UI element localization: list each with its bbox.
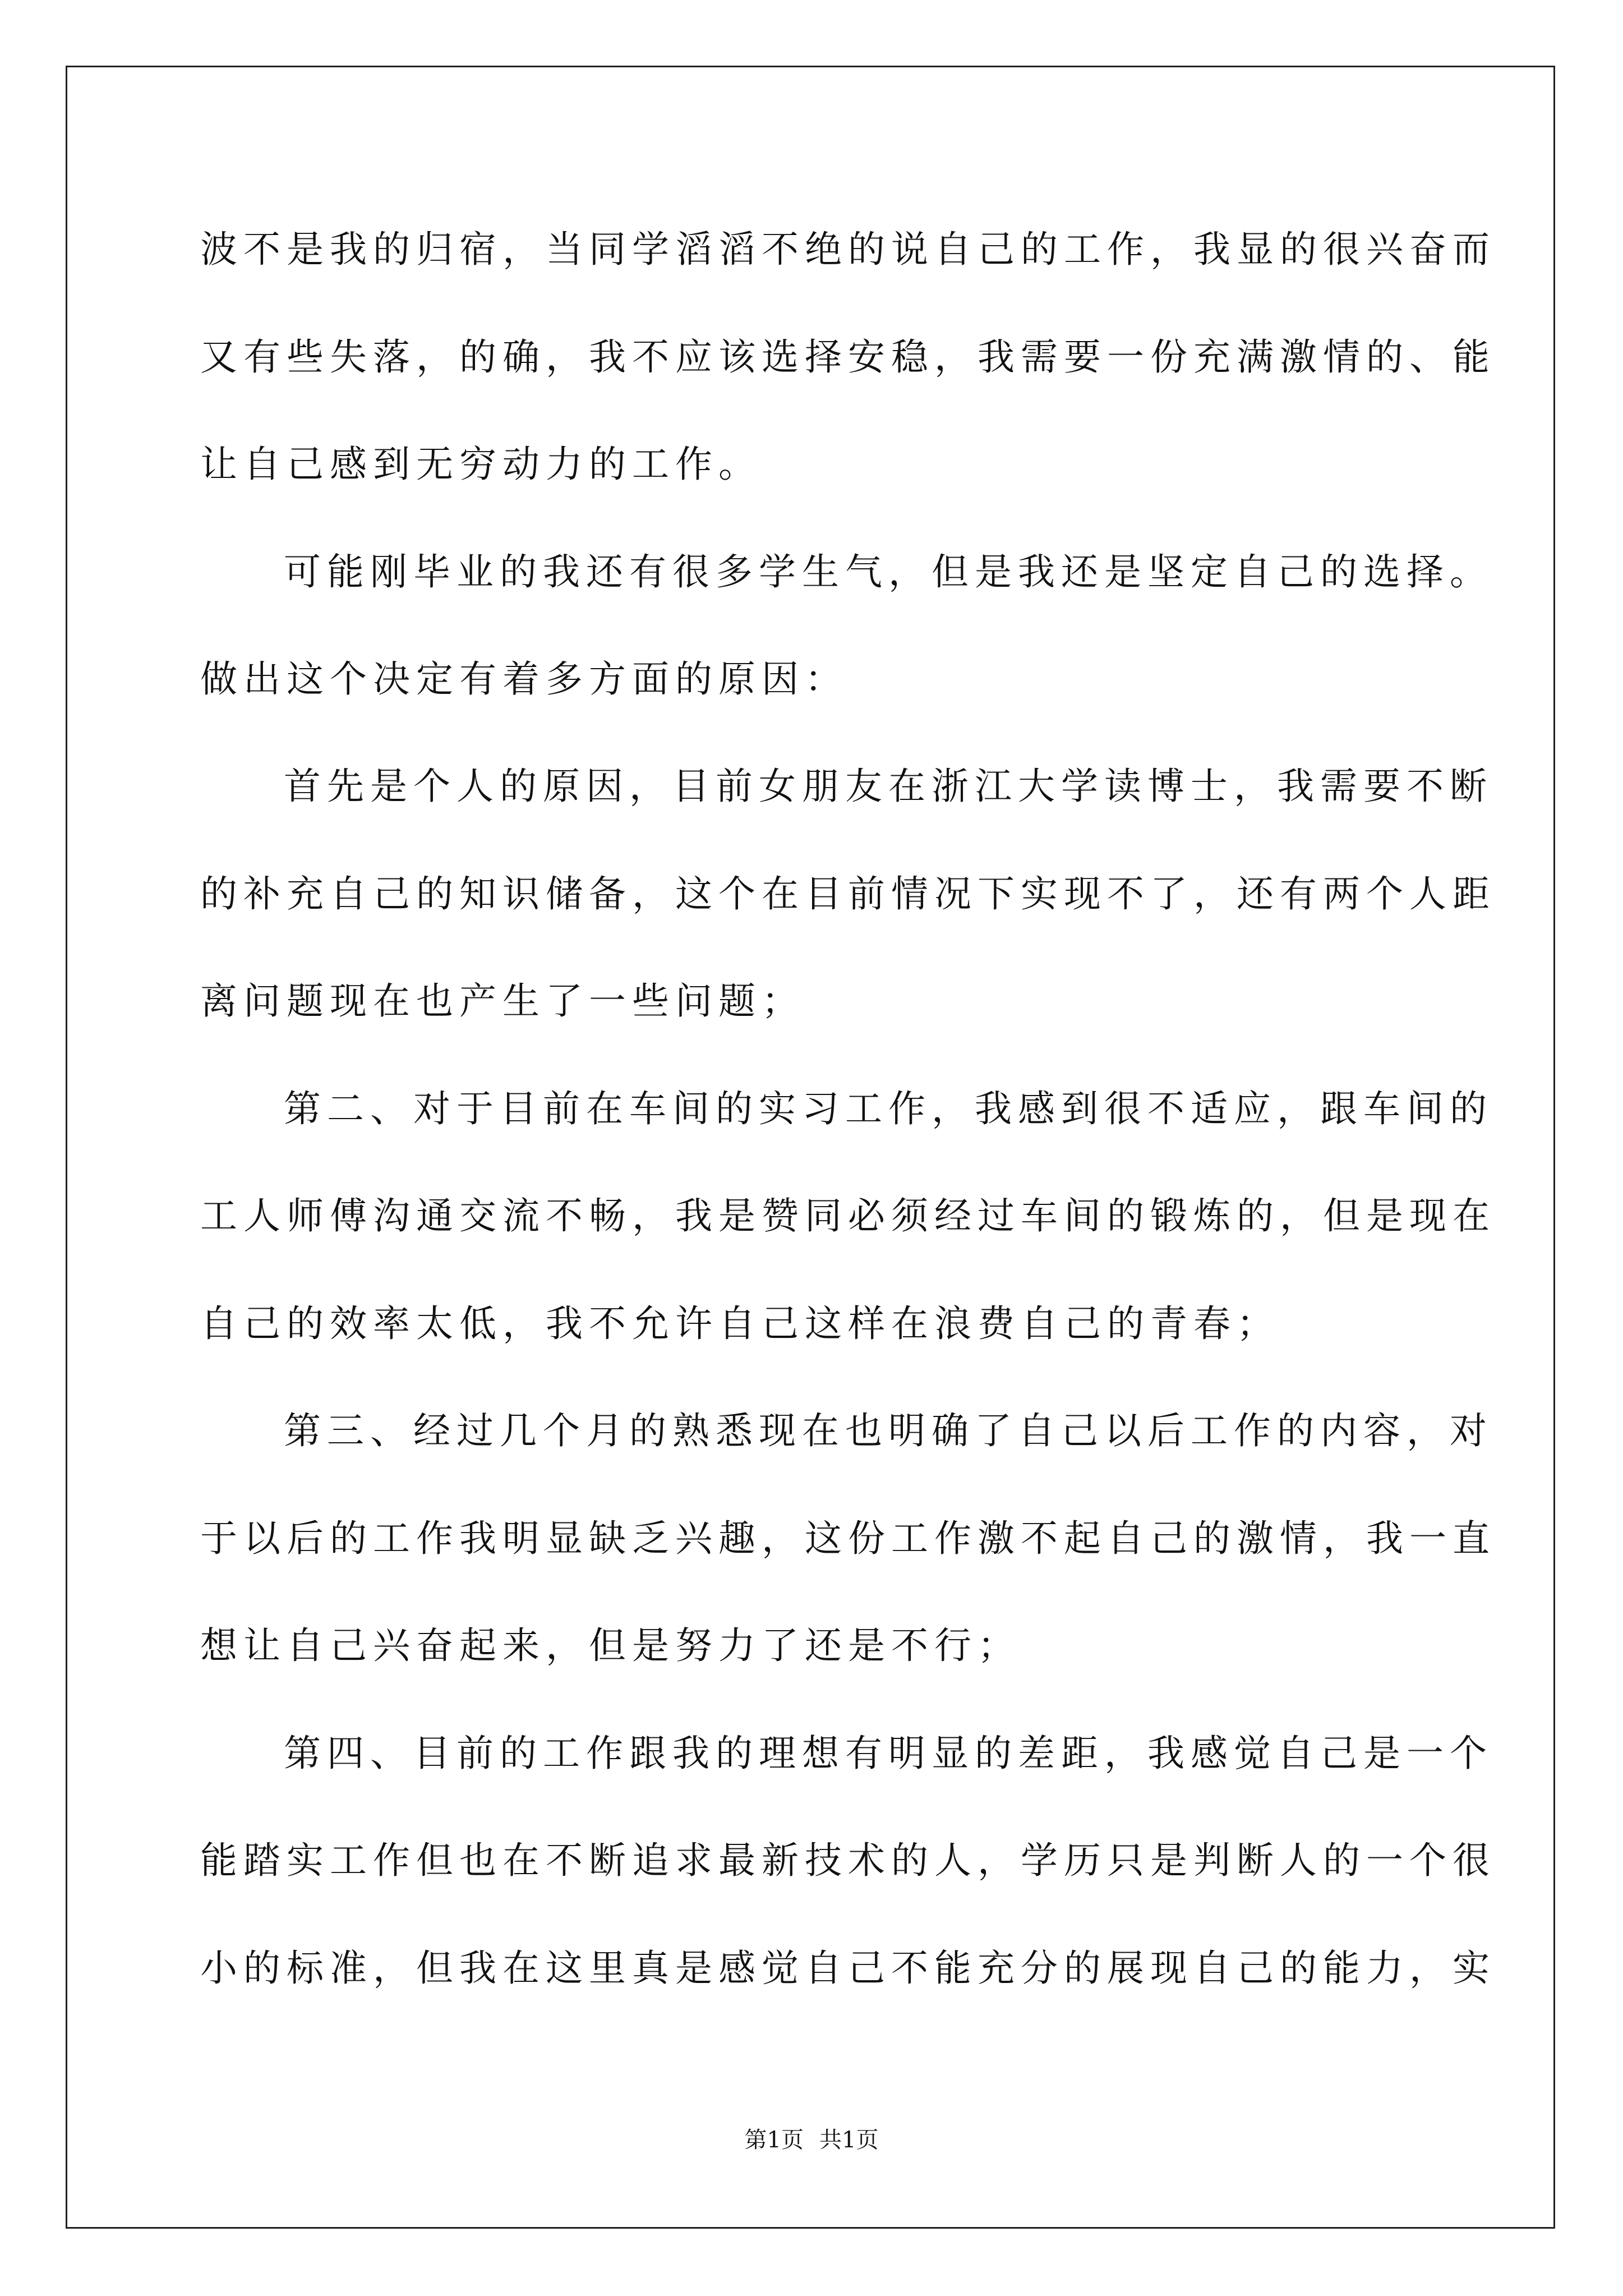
text-line: 可能刚毕业的我还有很多学生气，但是我还是坚定自己的选择。 xyxy=(284,550,1493,593)
text-line: 于以后的工作我明显缺乏兴趣，这份工作激不起自己的激情，我一直 xyxy=(200,1517,1496,1560)
text-line: 能踏实工作但也在不断追求最新技术的人，学历只是判断人的一个很 xyxy=(200,1839,1496,1882)
page-footer xyxy=(0,2123,1623,2157)
text-line: 第二、对于目前在车间的实习工作，我感到很不适应，跟车间的 xyxy=(284,1087,1493,1130)
text-line: 让自己感到无穷动力的工作。 xyxy=(200,443,762,486)
text-line: 离问题现在也产生了一些问题； xyxy=(200,979,805,1023)
text-line: 工人师傅沟通交流不畅，我是赞同必须经过车间的锻炼的，但是现在 xyxy=(200,1194,1496,1237)
text-line: 第四、目前的工作跟我的理想有明显的差距，我感觉自己是一个 xyxy=(284,1732,1493,1775)
text-line: 想让自己兴奋起来，但是努力了还是不行； xyxy=(200,1624,1021,1667)
text-line: 小的标准，但我在这里真是感觉自己不能充分的展现自己的能力，实 xyxy=(200,1947,1496,1990)
text-line: 波不是我的归宿，当同学滔滔不绝的说自己的工作，我显的很兴奋而 xyxy=(200,228,1496,271)
text-line: 自己的效率太低，我不允许自己这样在浪费自己的青春； xyxy=(200,1302,1280,1345)
page-count: 共1页 xyxy=(819,2127,879,2153)
text-line: 的补充自己的知识储备，这个在目前情况下实现不了，还有两个人距 xyxy=(200,872,1496,915)
text-line: 做出这个决定有着多方面的原因： xyxy=(200,657,848,701)
page-number: 第1页 xyxy=(744,2127,804,2153)
text-line: 第三、经过几个月的熟悉现在也明确了自己以后工作的内容，对 xyxy=(284,1409,1493,1452)
text-line: 又有些失落，的确，我不应该选择安稳，我需要一份充满激情的、能 xyxy=(200,335,1496,379)
text-line: 首先是个人的原因，目前女朋友在浙江大学读博士，我需要不断 xyxy=(284,765,1493,808)
